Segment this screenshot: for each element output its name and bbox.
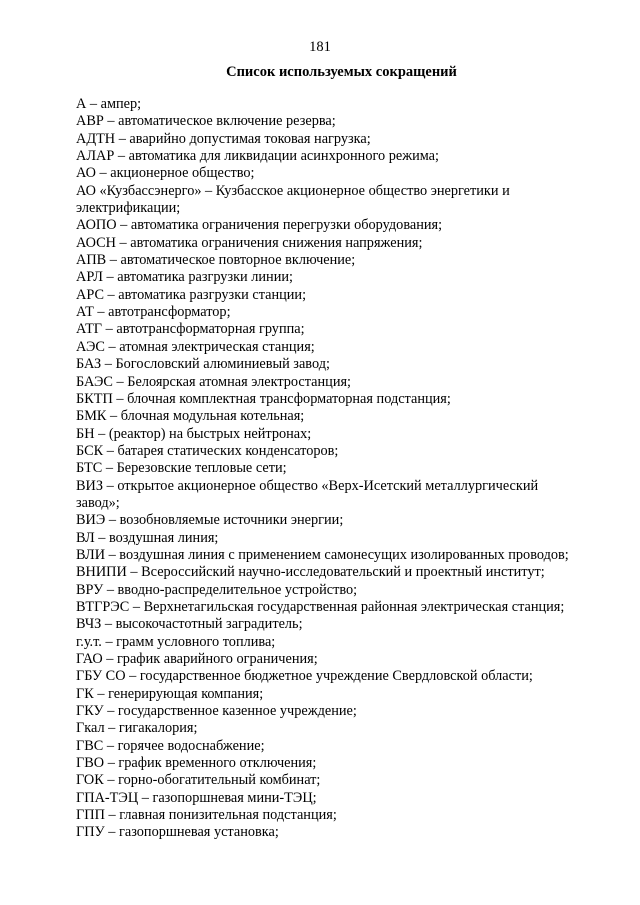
list-item: ГПА-ТЭЦ – газопоршневая мини-ТЭЦ;	[76, 789, 317, 806]
list-item: БКТП – блочная комплектная трансформаторная подстанция;	[76, 390, 451, 407]
list-item: БТС – Березовские тепловые сети;	[76, 460, 287, 477]
list-item: ГКУ – государственное казенное учреждение;	[76, 703, 357, 720]
list-item: ГАО – график аварийного ограничения;	[76, 651, 318, 667]
list-item: А – ампер;	[76, 96, 142, 112]
page-number: 181	[309, 39, 331, 55]
list-item: БАЗ – Богословский алюминиевый завод;	[76, 356, 330, 373]
abbreviation-list	[76, 96, 576, 842]
list-item: АДТН – аварийно допустимая токовая нагрузка;	[76, 130, 371, 147]
list-item: АВР – автоматическое включение резерва;	[76, 113, 336, 130]
list-item: АОПО – автоматика ограничения перегрузки оборудования;	[76, 217, 443, 234]
list-item: ВНИПИ – Всероссийский научно-исследовательский и проектный институт;	[76, 564, 545, 581]
list-item: АЭС – атомная электрическая станция;	[76, 338, 315, 355]
list-item: ГБУ СО – государственное бюджетное учреждение Свердловской области;	[76, 668, 533, 685]
list-item: ВИЗ – открытое акционерное общество «Верх-Исетский металлургический завод»;	[76, 477, 539, 511]
list-item: БН – (реактор) на быстрых нейтронах;	[76, 425, 312, 442]
list-item: БАЭС – Белоярская атомная электростанция;	[76, 373, 352, 390]
list-item: АТ – автотрансформатор;	[76, 304, 231, 321]
list-item: ГПУ – газопоршневая установка;	[76, 824, 279, 841]
list-item: г.у.т. – грамм условного топлива;	[76, 633, 276, 650]
list-item: ВЛИ – воздушная линия с применением самонесущих изолированных проводов;	[76, 546, 569, 563]
list-item: АПВ – автоматическое повторное включение;	[76, 252, 356, 269]
list-item: БСК – батарея статических конденсаторов;	[76, 442, 339, 459]
list-item: ГК – генерирующая компания;	[76, 685, 264, 702]
list-item: ГВС – горячее водоснабжение;	[76, 737, 265, 754]
list-item: ВРУ – вводно-распределительное устройство;	[76, 581, 358, 598]
list-item: ГПП – главная понизительная подстанция;	[76, 807, 337, 824]
list-item: ВТГРЭС – Верхнетагильская государственная районная электрическая станция;	[76, 598, 565, 615]
list-item: ВИЭ – возобновляемые источники энергии;	[76, 512, 344, 529]
list-item: АРЛ – автоматика разгрузки линии;	[76, 269, 293, 286]
list-item: АРС – автоматика разгрузки станции;	[76, 286, 307, 303]
list-item: АТГ – автотрансформаторная группа;	[76, 321, 305, 338]
page-title: Список используемых сокращений	[226, 64, 457, 80]
list-item: БМК – блочная модульная котельная;	[76, 408, 305, 425]
list-item: ВЛ – воздушная линия;	[76, 529, 219, 546]
list-item: АЛАР – автоматика для ликвидации асинхронного режима;	[76, 148, 439, 165]
list-item: ГОК – горно-обогатительный комбинат;	[76, 772, 321, 789]
list-item: АОСН – автоматика ограничения снижения напряжения;	[76, 234, 423, 251]
list-item: АО «Кузбассэнерго» – Кузбасское акционерное общество энергетики и электрификации;	[76, 182, 510, 217]
list-item: ВЧЗ – высокочастотный заградитель;	[76, 616, 303, 633]
list-item: АО – акционерное общество;	[76, 165, 255, 182]
list-item: ГВО – график временного отключения;	[76, 755, 317, 772]
list-item: Гкал – гигакалория;	[76, 720, 198, 737]
